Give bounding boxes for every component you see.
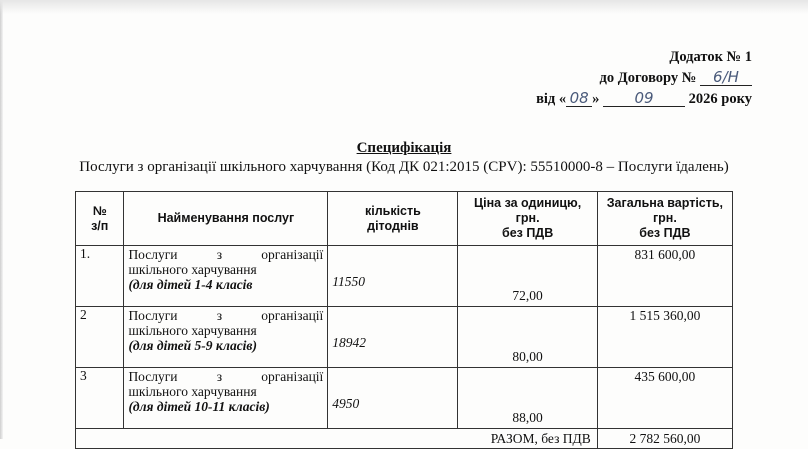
page-edge (0, 0, 3, 439)
date-line: від « 08 » 09 2026 року (536, 89, 752, 107)
date-year: 2026 року (688, 91, 752, 107)
table-row (76, 246, 733, 307)
row-total: 435 600,00 (597, 368, 732, 429)
col-header-qty: кількість дітоднів (328, 192, 458, 246)
contract-number: 6/Н (700, 70, 752, 86)
scan-shadow (0, 0, 808, 14)
annex-header (536, 47, 752, 110)
unit-price: 88,00 (458, 368, 597, 429)
col-header-price: Ціна за одиницю, грн. без ПДВ (458, 192, 597, 246)
service-name: Послуги з організації шкільного харчування (для дітей 1-4 класів (124, 246, 328, 307)
table-header-row (76, 192, 733, 246)
total-label: РАЗОМ, без ПДВ (76, 429, 598, 449)
col-header-total: Загальна вартість, грн. без ПДВ (597, 192, 732, 246)
quantity: 18942 (328, 307, 458, 368)
unit-price: 72,00 (458, 246, 597, 307)
quantity: 4950 (328, 368, 458, 429)
col-header-name: Найменування послуг (124, 192, 328, 246)
unit-price: 80,00 (458, 307, 597, 368)
service-name: Послуги з організації шкільного харчування (для дітей 10-11 класів) (124, 368, 328, 429)
row-number: 3 (76, 368, 124, 429)
date-day: 08 (566, 91, 592, 107)
grand-total: 2 782 560,00 (597, 429, 732, 449)
date-month: 09 (603, 91, 685, 107)
spec-subtitle: Послуги з організації шкільного харчування (Код ДК 021:2015 (CPV): 55510000-8 – Послуги їдалень) (79, 159, 729, 175)
row-total: 831 600,00 (597, 246, 732, 307)
spec-heading: Специфікація (356, 140, 452, 156)
document-title (0, 139, 808, 177)
col-header-num: № з/п (76, 192, 124, 246)
service-name: Послуги з організації шкільного харчування (для дітей 5-9 класів) (124, 307, 328, 368)
row-number: 2 (76, 307, 124, 368)
row-number: 1. (76, 246, 124, 307)
row-total: 1 515 360,00 (597, 307, 732, 368)
specification-table (75, 191, 733, 449)
table-row (76, 368, 733, 429)
table-row (76, 307, 733, 368)
quantity: 11550 (328, 246, 458, 307)
contract-line: до Договору № 6/Н (536, 68, 752, 89)
annex-title: Додаток № 1 (669, 49, 752, 65)
